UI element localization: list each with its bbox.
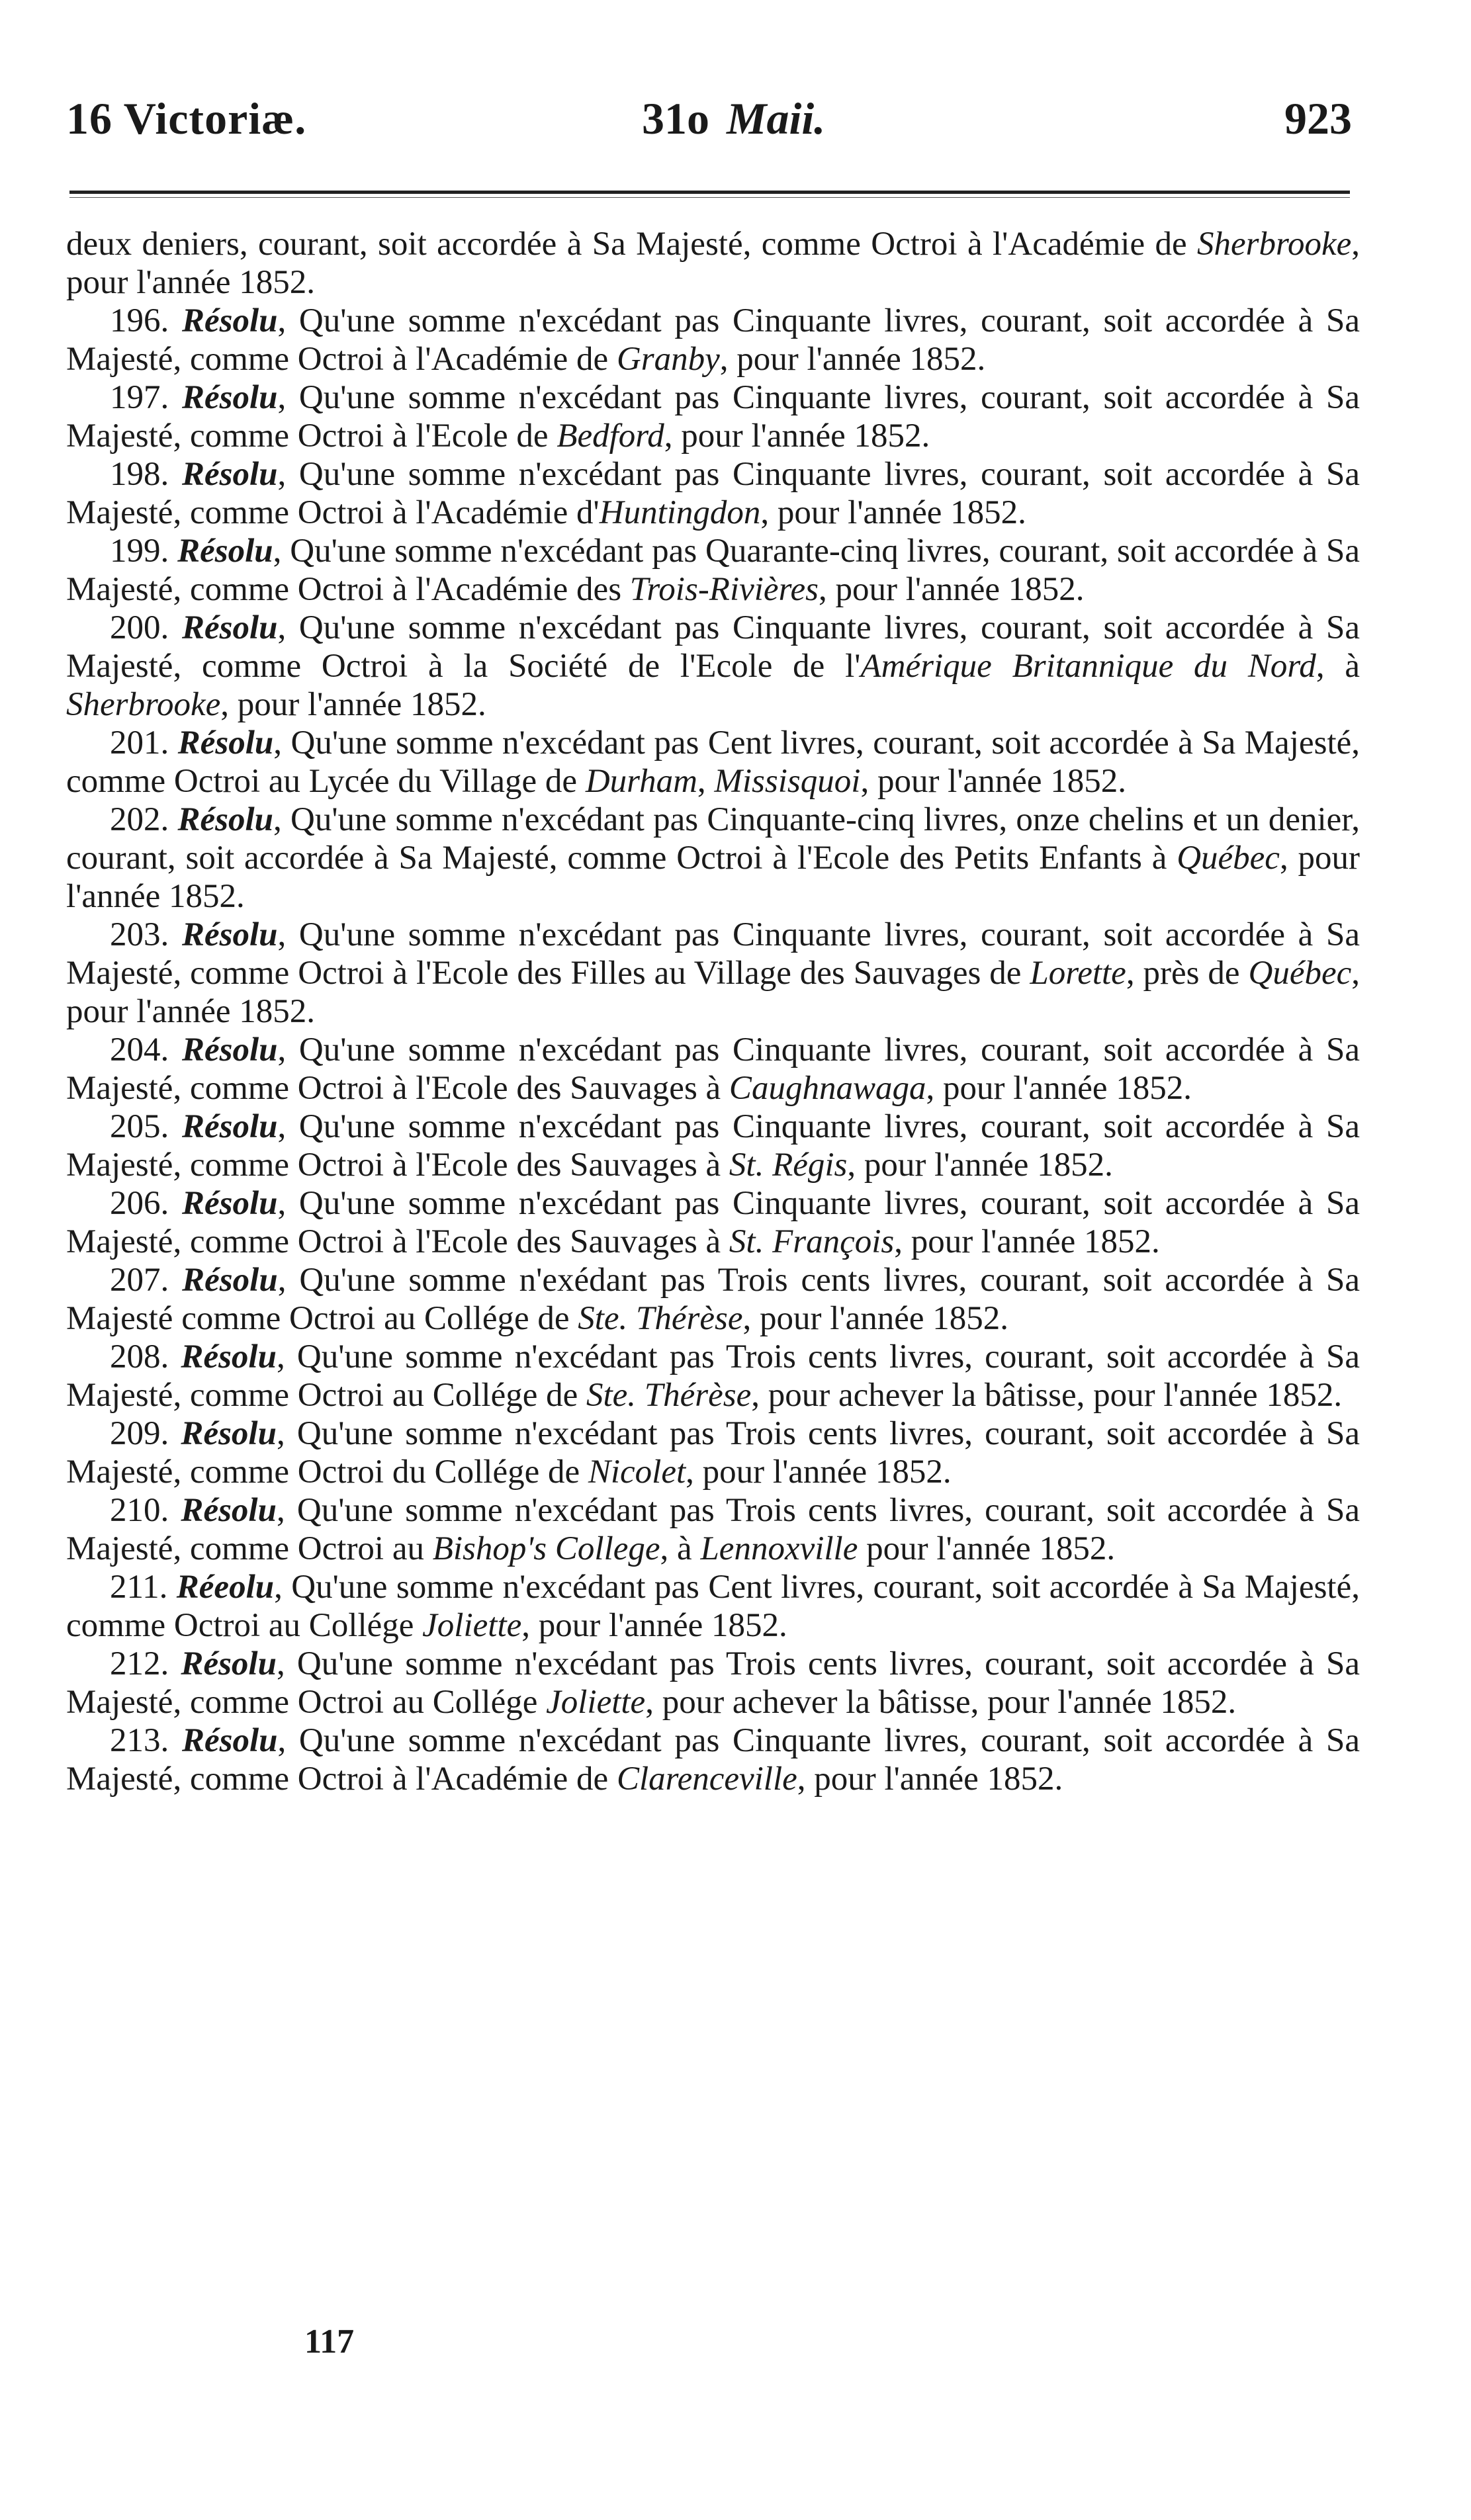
resolu-word: Résolu — [177, 801, 274, 838]
resolution-paragraph — [66, 378, 1360, 455]
resolution-text-end: , pour l'année 1852. — [742, 1300, 1009, 1337]
resolution-text-end: , pour achever la bâtisse, pour l'année 1852. — [751, 1377, 1343, 1414]
resolu-word: Résolu — [181, 1645, 277, 1682]
resolu-word: Résolu — [181, 1108, 278, 1145]
resolution-number: 200. — [110, 609, 169, 646]
resolution-paragraph — [66, 1031, 1360, 1108]
resolu-word: Résolu — [181, 1492, 277, 1529]
resolution-text-end: , pour l'année 1852. — [66, 955, 1360, 1030]
resolution-text-end: , pour l'année 1852. — [819, 571, 1085, 608]
resolution-text-mid: , à — [660, 1530, 701, 1567]
resolution-number: 208. — [110, 1338, 169, 1375]
resolution-paragraph — [66, 1184, 1360, 1261]
header-rule-thin — [69, 197, 1350, 198]
resolu-word: Résolu — [181, 302, 278, 339]
resolution-text: , Qu'une somme n'excédant pas Cinquante livres, courant, soit accordée à Sa Majesté, comme Octroi à l'Ecole des Filles au Village des Sauvages de — [66, 916, 1360, 992]
resolution-text: , Qu'une somme n'excédant pas Cinquante livres, courant, soit accordée à Sa Majesté, comme Octroi à l'Ecole des Sauvages à — [66, 1185, 1360, 1260]
resolution-number: 207. — [110, 1262, 169, 1299]
header-regnal-year: 16 Victoriæ. — [66, 93, 307, 144]
place-name: Lorette — [1030, 955, 1126, 992]
header-rule — [69, 191, 1350, 194]
resolution-paragraph — [66, 455, 1360, 532]
resolution-text-end: , pour l'année 1852. — [797, 1760, 1063, 1798]
resolution-number: 210. — [110, 1492, 169, 1529]
resolution-number: 205. — [110, 1108, 169, 1145]
resolution-text: , Qu'une somme n'excédant pas Quarante-cinq livres, courant, soit accordée à Sa Majesté, comme Octroi à l'Académie des — [66, 533, 1360, 608]
resolution-text: , Qu'une somme n'excédant pas Trois cents livres, courant, soit accordée à Sa Majesté, comme Octroi au — [66, 1492, 1360, 1567]
place-name: St. François — [729, 1223, 895, 1260]
place-name: Huntingdon — [599, 494, 761, 531]
page-header — [66, 73, 1352, 152]
resolution-text: , Qu'une somme n'excédant pas Cinquante livres, courant, soit accordée à Sa Majesté, comme Octroi à l'Ecole des Sauvages à — [66, 1108, 1360, 1184]
resolution-number: 206. — [110, 1185, 169, 1222]
resolution-paragraph — [66, 1491, 1360, 1568]
resolution-number: 204. — [110, 1031, 169, 1068]
resolution-paragraph — [66, 609, 1360, 724]
resolution-text: , Qu'une somme n'excédant pas Trois cents livres, courant, soit accordée à Sa Majesté, comme Octroi au Collége de — [66, 1338, 1360, 1414]
resolutions-text — [66, 225, 1360, 1798]
resolution-text-mid: , — [697, 763, 715, 800]
place-name-secondary: Lennoxville — [700, 1530, 858, 1567]
resolution-text: , Qu'une somme n'excédant pas Cinquante-cinq livres, onze chelins et un denier, courant, soit accordée à Sa Majesté, comme Octroi à l'Ecole des Petits Enfants à — [66, 801, 1360, 877]
resolution-text: , Qu'une somme n'excédant pas Cinquante livres, courant, soit accordée à Sa Majesté, comme Octroi à l'Ecole des Sauvages à — [66, 1031, 1360, 1107]
place-name: Bishop's College — [432, 1530, 660, 1567]
place-name: Clarenceville — [616, 1760, 797, 1798]
resolution-paragraph — [66, 1414, 1360, 1491]
resolution-text: , Qu'une somme n'excédant pas Cent livres, courant, soit accordée à Sa Majesté, comme Octroi au Collége — [66, 1569, 1360, 1644]
resolution-number: 202. — [110, 801, 169, 838]
resolu-word: Résolu — [177, 533, 273, 570]
continuation-text-a: deux deniers, courant, soit accordée à Sa Majesté, comme Octroi à l'Académie de — [66, 226, 1198, 263]
place-name: Bedford — [557, 417, 664, 455]
resolu-word: Résolu — [177, 724, 274, 761]
place-name: Caughnawaga — [729, 1070, 926, 1107]
resolution-text: , Qu'une somme n'excédant pas Cinquante livres, courant, soit accordée à Sa Majesté, comme Octroi à l'Académie de — [66, 1722, 1360, 1798]
resolution-number: 198. — [110, 456, 169, 493]
resolution-list — [66, 302, 1360, 1798]
resolution-paragraph — [66, 532, 1360, 609]
resolution-number: 203. — [110, 916, 169, 953]
place-name: Trois-Rivières — [629, 571, 819, 608]
resolu-word: Réeolu — [176, 1569, 275, 1606]
resolu-word: Résolu — [181, 1415, 277, 1452]
resolution-paragraph — [66, 302, 1360, 378]
continuation-place: Sherbrooke — [1197, 226, 1352, 263]
resolution-number: 209. — [110, 1415, 169, 1452]
page-number: 923 — [1284, 93, 1352, 144]
header-date — [642, 93, 825, 145]
place-name-secondary: Québec — [1248, 955, 1352, 992]
continuation-text-b: , pour l'année 1852. — [66, 226, 1360, 301]
resolution-text-end: , pour l'année 1852. — [719, 341, 986, 378]
resolution-paragraph — [66, 1645, 1360, 1721]
resolution-text: , Qu'une somme n'excédant pas Cinquante livres, courant, soit accordée à Sa Majesté, comme Octroi à l'Académie d' — [66, 456, 1360, 531]
place-name: Amérique Britannique du Nord — [860, 648, 1316, 685]
resolution-text-end: , pour l'année 1852. — [686, 1454, 952, 1491]
resolution-text: , Qu'une somme n'excédant pas Trois cents livres, courant, soit accordée à Sa Majesté, comme Octroi du Collége de — [66, 1415, 1360, 1491]
header-date-month: Maii. — [727, 93, 826, 144]
resolution-paragraph — [66, 1721, 1360, 1798]
resolution-text-end: , pour l'année 1852. — [760, 494, 1026, 531]
place-name: Ste. Thérèse — [586, 1377, 752, 1414]
resolution-number: 199. — [110, 533, 169, 570]
resolution-paragraph — [66, 916, 1360, 1031]
resolution-text-end: , pour l'année 1852. — [664, 417, 930, 455]
place-name: Joliette — [546, 1684, 646, 1721]
place-name: Durham — [585, 763, 697, 800]
resolu-word: Résolu — [181, 916, 278, 953]
resolution-paragraph — [66, 1108, 1360, 1184]
place-name-secondary: Sherbrooke — [66, 686, 221, 723]
resolu-word: Résolu — [181, 609, 278, 646]
resolution-number: 201. — [110, 724, 169, 761]
resolution-paragraph — [66, 1261, 1360, 1338]
place-name: Nicolet — [588, 1454, 686, 1491]
resolu-word: Résolu — [181, 1031, 278, 1068]
place-name: Québec — [1177, 840, 1280, 877]
place-name: Granby — [616, 341, 720, 378]
resolu-word: Résolu — [181, 1722, 278, 1759]
resolu-word: Résolu — [181, 1338, 277, 1375]
header-date-number: 31o — [642, 93, 709, 144]
resolution-number: 197. — [110, 379, 169, 416]
resolution-text-end: , pour l'année 1852. — [66, 840, 1360, 915]
resolution-text: , Qu'une somme n'excédant pas Cinquante livres, courant, soit accordée à Sa Majesté, comme Octroi à la Société de l'Ecole de l' — [66, 609, 1360, 685]
resolution-text-end: , pour l'année 1852. — [847, 1147, 1113, 1184]
resolution-text-mid: , à — [1315, 648, 1360, 685]
resolution-number: 211. — [110, 1569, 168, 1606]
resolu-word: Résolu — [181, 379, 278, 416]
place-name-secondary: Missisquoi — [714, 763, 861, 800]
resolu-word: Résolu — [182, 1262, 278, 1299]
resolution-paragraph — [66, 724, 1360, 801]
resolution-number: 196. — [110, 302, 169, 339]
resolution-text-mid: , près de — [1126, 955, 1249, 992]
resolution-paragraph — [66, 1338, 1360, 1414]
resolution-text-end: pour l'année 1852. — [858, 1530, 1116, 1567]
resolution-text-end: , pour l'année 1852. — [894, 1223, 1160, 1260]
resolution-paragraph — [66, 1568, 1360, 1645]
resolution-number: 212. — [110, 1645, 169, 1682]
resolution-text-end: , pour l'année 1852. — [860, 763, 1126, 800]
place-name: Ste. Thérèse — [578, 1300, 743, 1337]
resolution-text-end: , pour achever la bâtisse, pour l'année 1852. — [645, 1684, 1237, 1721]
resolu-word: Résolu — [181, 456, 278, 493]
resolution-text: , Qu'une somme n'excédant pas Cinquante livres, courant, soit accordée à Sa Majesté, comme Octroi à l'Ecole de — [66, 379, 1360, 455]
resolu-word: Résolu — [181, 1185, 278, 1222]
resolution-number: 213. — [110, 1722, 169, 1759]
resolution-text-end: , pour l'année 1852. — [521, 1607, 787, 1644]
resolution-text: , Qu'une somme n'excédant pas Trois cents livres, courant, soit accordée à Sa Majesté, comme Octroi au Collége — [66, 1645, 1360, 1721]
resolution-text: , Qu'une somme n'excédant pas Cent livres, courant, soit accordée à Sa Majesté, comme Octroi au Lycée du Village de — [66, 724, 1360, 800]
continuation-paragraph — [66, 225, 1360, 302]
place-name: Joliette — [422, 1607, 522, 1644]
resolution-text-end: , pour l'année 1852. — [220, 686, 486, 723]
resolution-paragraph — [66, 801, 1360, 916]
place-name: St. Régis — [729, 1147, 848, 1184]
resolution-text: , Qu'une somme n'excédant pas Cinquante livres, courant, soit accordée à Sa Majesté, comme Octroi à l'Académie de — [66, 302, 1360, 378]
resolution-text-end: , pour l'année 1852. — [926, 1070, 1192, 1107]
signature-number: 117 — [304, 2323, 355, 2361]
resolution-text: , Qu'une somme n'exédant pas Trois cents livres, courant, soit accordée à Sa Majesté comme Octroi au Collége de — [66, 1262, 1360, 1337]
